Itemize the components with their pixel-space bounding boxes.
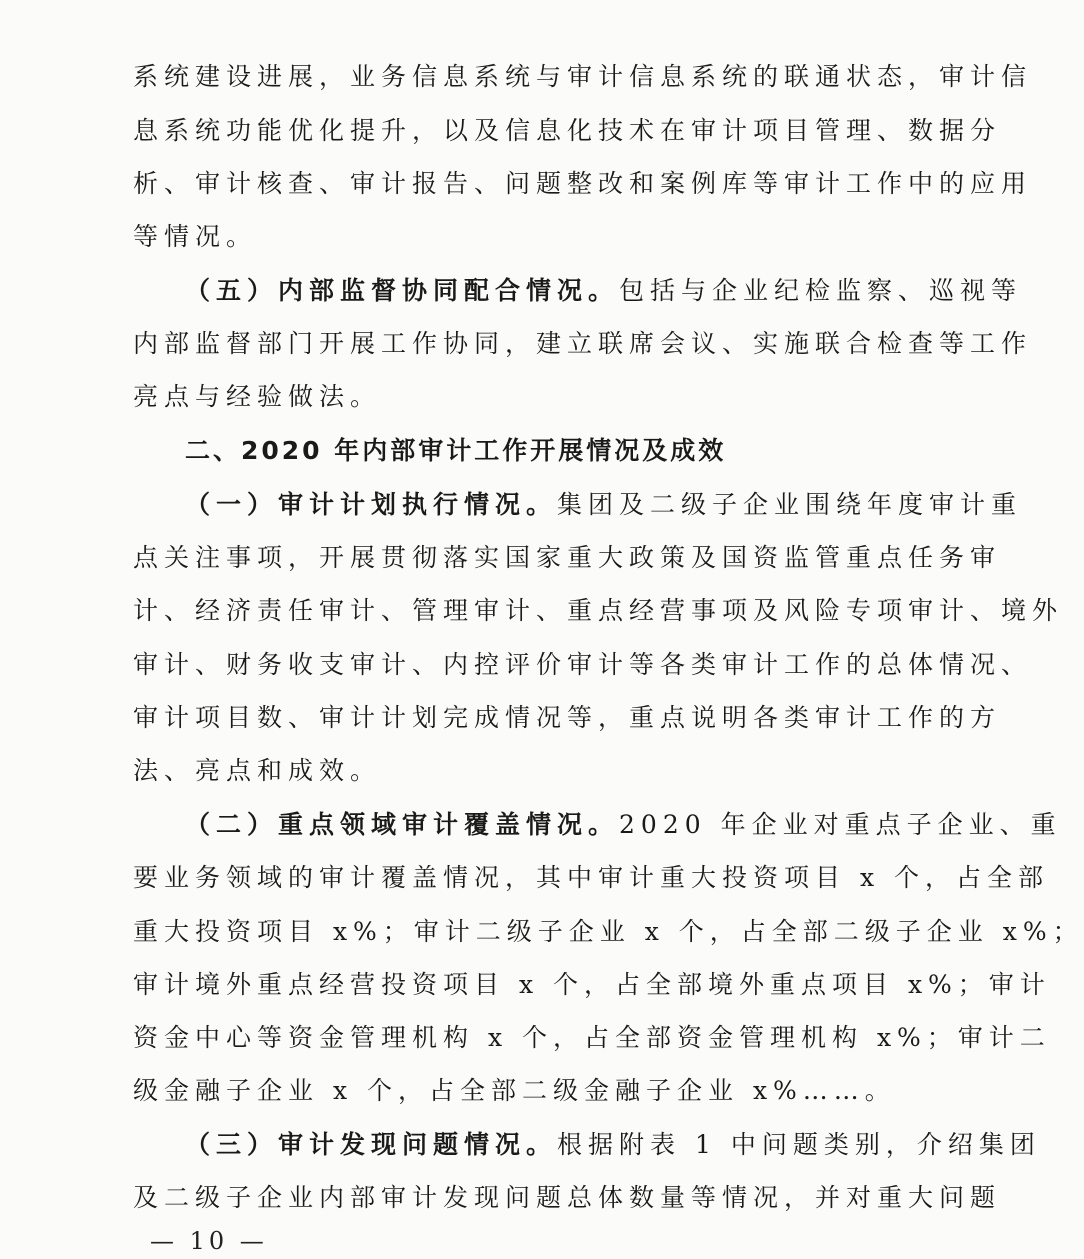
- subsection-3-first-line: [185, 1125, 1041, 1165]
- subsection-3-text: 根据附表 1 中问题类别，介绍集团: [557, 1130, 1041, 1159]
- subsection-1-text: 集团及二级子企业围绕年度审计重: [557, 490, 1023, 519]
- paragraph-line: 审计境外重点经营投资项目 x 个，占全部境外重点项目 x%；审计: [133, 970, 1051, 999]
- paragraph-line: 亮点与经验做法。: [133, 382, 382, 411]
- subsection-3-title: （三）审计发现问题情况。: [185, 1130, 558, 1159]
- paragraph-line: 重大投资项目 x%；审计二级子企业 x 个，占全部二级子企业 x%；: [133, 917, 1084, 946]
- paragraph-line: 析、审计核查、审计报告、问题整改和案例库等审计工作中的应用: [133, 169, 1033, 198]
- subsection-1-first-line: [185, 485, 1023, 525]
- paragraph-line: 法、亮点和成效。: [133, 756, 382, 785]
- paragraph-line: 资金中心等资金管理机构 x 个，占全部资金管理机构 x%；审计二: [133, 1023, 1051, 1052]
- section-5-text: 包括与企业纪检监察、巡视等: [619, 276, 1023, 305]
- section-5-first-line: [185, 271, 1023, 311]
- paragraph-line: 审计、财务收支审计、内控评价审计等各类审计工作的总体情况、: [133, 650, 1033, 679]
- subsection-2-text: 2020 年企业对重点子企业、重: [619, 810, 1062, 839]
- paragraph-line: 及二级子企业内部审计发现问题总体数量等情况，并对重大问题: [133, 1183, 1002, 1212]
- paragraph-line: 息系统功能优化提升，以及信息化技术在审计项目管理、数据分: [133, 116, 1002, 145]
- paragraph-line: 级金融子企业 x 个，占全部二级金融子企业 x%……。: [133, 1076, 896, 1105]
- subsection-2-first-line: [185, 805, 1062, 845]
- paragraph-line: 等情况。: [133, 222, 258, 251]
- paragraph-line: 系统建设进展，业务信息系统与审计信息系统的联通状态，审计信: [133, 62, 1033, 91]
- subsection-2-title: （二）重点领域审计覆盖情况。: [185, 810, 620, 839]
- section-5-title: （五）内部监督协同配合情况。: [185, 276, 620, 305]
- paragraph-line: 内部监督部门开展工作协同，建立联席会议、实施联合检查等工作: [133, 329, 1033, 358]
- paragraph-line: 审计项目数、审计计划完成情况等，重点说明各类审计工作的方: [133, 703, 1002, 732]
- paragraph-line: 点关注事项，开展贯彻落实国家重大政策及国资监管重点任务审: [133, 543, 1002, 572]
- paragraph-line: 计、经济责任审计、管理审计、重点经营事项及风险专项审计、境外: [133, 596, 1064, 625]
- subsection-1-title: （一）审计计划执行情况。: [185, 490, 558, 519]
- page-number: — 10 —: [150, 1227, 268, 1255]
- section-heading: 二、2020 年内部审计工作开展情况及成效: [185, 436, 727, 465]
- paragraph-line: 要业务领域的审计覆盖情况，其中审计重大投资项目 x 个，占全部: [133, 863, 1049, 892]
